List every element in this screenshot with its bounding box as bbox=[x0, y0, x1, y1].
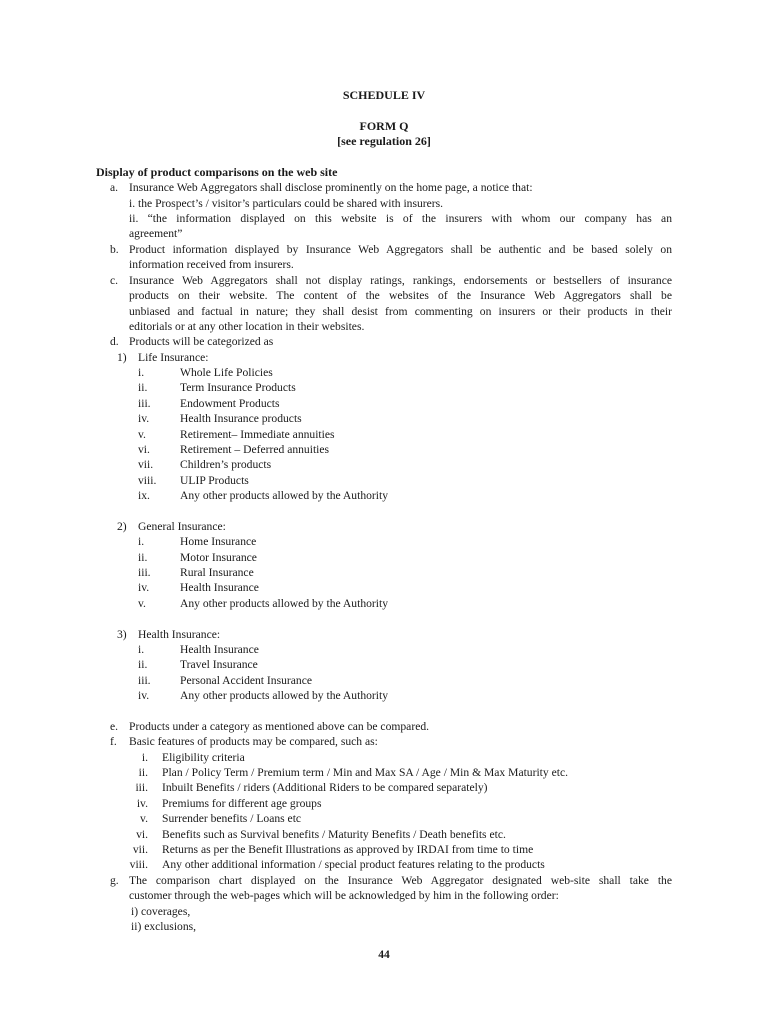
form-heading: FORM Q bbox=[359, 119, 409, 133]
item-c-line3: unbiased and factual in nature; they shall desist from commenting on insurers or their products in their bbox=[129, 305, 672, 318]
item-a-marker: a. bbox=[110, 181, 119, 194]
item-f-text: Basic features of products may be compared, such as: bbox=[129, 735, 378, 748]
life-item: Term Insurance Products bbox=[180, 381, 296, 394]
life-item-num: vi. bbox=[138, 443, 150, 456]
general-item-num: iii. bbox=[138, 566, 151, 579]
feature-item-num: vii. bbox=[132, 843, 148, 856]
item-f-marker: f. bbox=[110, 735, 117, 748]
item-d-text: Products will be categorized as bbox=[129, 335, 274, 348]
item-g-line2: customer through the web-pages which will be acknowledged by him in the following order: bbox=[129, 889, 559, 902]
feature-item-num: iii. bbox=[135, 781, 148, 794]
general-item: Health Insurance bbox=[180, 581, 259, 594]
health-category-title: Health Insurance: bbox=[138, 628, 221, 641]
general-category-marker: 2) bbox=[117, 520, 127, 533]
health-item: Travel Insurance bbox=[180, 658, 258, 671]
life-item-num: viii. bbox=[138, 474, 157, 487]
item-b-line1: Product information displayed by Insurance Web Aggregators shall be authentic and be based solely on bbox=[129, 243, 672, 256]
life-item-num: vii. bbox=[138, 458, 154, 471]
item-c-marker: c. bbox=[110, 274, 119, 287]
life-item: Children’s products bbox=[180, 458, 272, 471]
feature-item: Plan / Policy Term / Premium term / Min and Max SA / Age / Min & Max Maturity etc. bbox=[162, 766, 569, 779]
health-item-num: ii. bbox=[138, 658, 148, 671]
general-item: Home Insurance bbox=[180, 535, 257, 548]
feature-item: Surrender benefits / Loans etc bbox=[162, 812, 302, 825]
item-c-line4: editorials or at any other location in their websites. bbox=[129, 320, 365, 333]
health-item: Any other products allowed by the Authority bbox=[180, 689, 389, 702]
feature-item-num: iv. bbox=[136, 797, 148, 810]
feature-item: Inbuilt Benefits / riders (Additional Riders to be compared separately) bbox=[162, 781, 488, 794]
general-item-num: i. bbox=[138, 535, 145, 548]
item-e-text: Products under a category as mentioned above can be compared. bbox=[129, 720, 430, 733]
section-title: Display of product comparisons on the web site bbox=[96, 165, 338, 179]
item-d-marker: d. bbox=[110, 335, 119, 348]
health-item-num: iv. bbox=[138, 689, 150, 702]
item-c-line2: products on their website. The content of the websites of the Insurance Web Aggregators shall be bbox=[129, 289, 672, 302]
health-item: Health Insurance bbox=[180, 643, 259, 656]
page-number: 44 bbox=[378, 949, 390, 961]
item-a-sub-ii-line1: ii. “the information displayed on this website is of the insurers with whom our company has an bbox=[129, 212, 672, 225]
item-a-sub-i: i. the Prospect’s / visitor’s particulars could be shared with insurers. bbox=[129, 197, 444, 210]
feature-item: Eligibility criteria bbox=[162, 751, 245, 764]
life-item-num: v. bbox=[138, 428, 146, 441]
life-item: Retirement– Immediate annuities bbox=[180, 428, 335, 441]
life-item: ULIP Products bbox=[180, 474, 249, 487]
health-category-marker: 3) bbox=[117, 628, 127, 641]
general-item: Any other products allowed by the Authority bbox=[180, 597, 389, 610]
general-item: Motor Insurance bbox=[180, 551, 257, 564]
feature-item-num: i. bbox=[141, 751, 148, 764]
feature-item: Returns as per the Benefit Illustrations as approved by IRDAI from time to time bbox=[162, 843, 534, 856]
feature-item-num: ii. bbox=[138, 766, 148, 779]
life-item: Whole Life Policies bbox=[180, 366, 273, 379]
item-e-marker: e. bbox=[110, 720, 119, 733]
general-item-num: ii. bbox=[138, 551, 148, 564]
general-item: Rural Insurance bbox=[180, 566, 254, 579]
item-g-line1: The comparison chart displayed on the Insurance Web Aggregator designated web-site shall take the bbox=[129, 874, 672, 887]
life-item: Retirement – Deferred annuities bbox=[180, 443, 330, 456]
life-item-num: i. bbox=[138, 366, 145, 379]
life-item: Health Insurance products bbox=[180, 412, 302, 425]
life-item-num: ix. bbox=[138, 489, 150, 502]
health-item: Personal Accident Insurance bbox=[180, 674, 312, 687]
feature-item-num: vi. bbox=[136, 828, 148, 841]
feature-item: Premiums for different age groups bbox=[162, 797, 322, 810]
item-g-sub-ii: ii) exclusions, bbox=[131, 920, 197, 933]
life-category-marker: 1) bbox=[117, 351, 127, 364]
life-item-num: ii. bbox=[138, 381, 148, 394]
item-a-sub-ii-line2: agreement” bbox=[129, 227, 183, 240]
schedule-heading: SCHEDULE IV bbox=[342, 88, 426, 102]
item-b-line2: information received from insurers. bbox=[129, 258, 294, 271]
item-g-marker: g. bbox=[110, 874, 119, 887]
feature-item: Any other additional information / special product features relating to the products bbox=[162, 858, 545, 871]
life-category-title: Life Insurance: bbox=[138, 351, 209, 364]
life-item: Endowment Products bbox=[180, 397, 280, 410]
health-item-num: i. bbox=[138, 643, 145, 656]
item-g-sub-i: i) coverages, bbox=[131, 905, 191, 918]
life-item-num: iv. bbox=[138, 412, 150, 425]
general-category-title: General Insurance: bbox=[138, 520, 226, 533]
feature-item-num: viii. bbox=[129, 858, 148, 871]
regulation-reference: [see regulation 26] bbox=[337, 134, 431, 148]
general-item-num: iv. bbox=[138, 581, 150, 594]
item-a-text: Insurance Web Aggregators shall disclose prominently on the home page, a notice that: bbox=[129, 181, 533, 194]
life-item-num: iii. bbox=[138, 397, 151, 410]
item-b-marker: b. bbox=[110, 243, 119, 256]
feature-item: Benefits such as Survival benefits / Maturity Benefits / Death benefits etc. bbox=[162, 828, 506, 841]
feature-item-num: v. bbox=[140, 812, 148, 825]
life-item: Any other products allowed by the Authority bbox=[180, 489, 389, 502]
health-item-num: iii. bbox=[138, 674, 151, 687]
general-item-num: v. bbox=[138, 597, 146, 610]
item-c-line1: Insurance Web Aggregators shall not display ratings, rankings, endorsements or bestsellers of insurance bbox=[129, 274, 672, 287]
